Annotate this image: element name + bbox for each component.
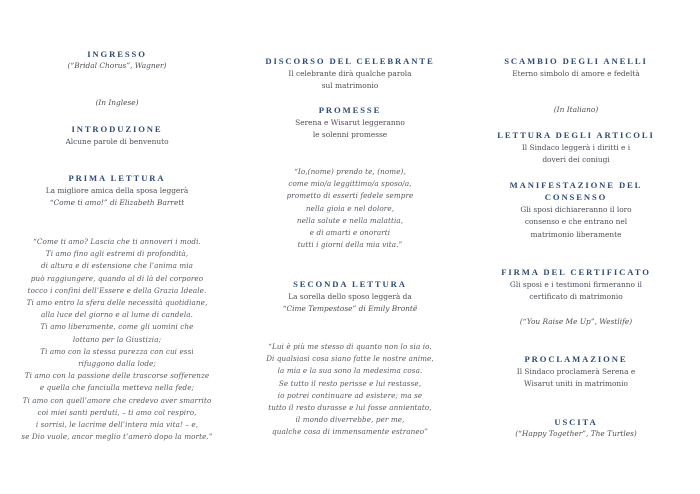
speech-line: sul matrimonio: [321, 81, 379, 91]
poem-line: tocco i confini dell’Essere e della Grazia Ideale.: [27, 285, 207, 295]
articles-line: doveri dei coniugi: [542, 155, 610, 165]
poem-line: Ti amo con quell’amore che credevo aver smarrito: [22, 395, 212, 405]
consent-line: Gli sposi dichiareranno il loro: [520, 205, 632, 214]
speech-line: Il celebrante dirà qualche parola: [288, 69, 412, 78]
vow-line: come mio/a leggittimo/a sposo/a,: [288, 179, 412, 189]
rings-section: [470, 55, 682, 80]
poem-line: coi miei santi perduti, – ti amo col respiro,: [37, 407, 197, 417]
poem-line: rifuggono dalla lode;: [78, 359, 156, 369]
intro-text: Alcune parole di benvenuto: [65, 137, 169, 146]
speech-title: DISCORSO DEL CELEBRANTE: [265, 56, 435, 66]
proclamation-line: Wisarut uniti in matrimonio: [524, 379, 628, 389]
certificate-section: [470, 266, 682, 304]
first-reading-poem: [17, 236, 217, 443]
proclamation-line: Il Sindaco proclamerà Serena e: [516, 367, 636, 376]
poem-line: Ti amo entro la sfera delle necessità quotidiane,: [26, 298, 208, 308]
ingresso-section: [17, 48, 217, 72]
exit-music: (“Happy Together”, The Turtles): [515, 429, 637, 438]
vows-text: [250, 166, 450, 251]
poem-line: Ti amo con la passione delle trascorse sofferenze: [24, 371, 210, 381]
second-reading-section: [250, 278, 450, 316]
poem-line: se Dio vuole, ancor meglio t’amerò dopo la morte.”: [21, 432, 213, 442]
poem-line: e quella che fanciulla metteva nella fede;: [39, 383, 195, 393]
consent-title: CONSENSO: [544, 192, 608, 202]
intro-title: INTRODUZIONE: [71, 124, 163, 134]
articles-line: Il Sindaco leggerà i diritti e i: [521, 143, 631, 152]
quote-line: il mondo diverrebbe, per me,: [295, 415, 405, 425]
poem-line: alla luce del giorno e al lume di candela.: [40, 310, 194, 320]
quote-line: la mia e la sua sono la medesima cosa.: [277, 366, 423, 376]
second-reading-title: SECONDA LETTURA: [293, 279, 407, 289]
poem-line: “Come ti amo? Lascia che ti annoveri i modi.: [33, 237, 201, 246]
quote-line: Se tutto il resto perisse e lui restasse,: [278, 378, 422, 388]
certificate-line: certificato di matrimonio: [529, 292, 623, 302]
consent-title: MANIFESTAZIONE DEL: [509, 180, 643, 190]
promises-title: PROMESSE: [318, 105, 382, 115]
poem-line: Ti amo liberamente, come gli uomini che: [40, 322, 194, 332]
poem-line: i sorrisi, le lacrime dell’intera mia vita! – e,: [35, 420, 199, 430]
rings-text: Eterno simbolo di amore e fedeltà: [512, 69, 640, 78]
quote-line: Di qualsiasi cosa siano fatte le nostre anime,: [266, 354, 434, 364]
intro-section: [17, 123, 217, 148]
first-reading-work: “Come ti amo!” di Elizabeth Barrett: [49, 198, 185, 208]
consent-line: matrimonio liberamente: [530, 229, 622, 239]
vow-line: “Io,(nome) prendo te, (nome),: [294, 167, 406, 176]
poem-line: lottano per la Giustizia;: [72, 334, 162, 344]
second-reading-reader: La sorella dello sposo leggerà da: [288, 292, 412, 301]
ingresso-music: (“Bridal Chorus”, Wagner): [67, 61, 167, 70]
vow-line: tutti i giorni della mia vita.”: [297, 240, 403, 250]
exit-title: USCITA: [554, 417, 598, 427]
certificate-title: FIRMA DEL CERTIFICATO: [501, 267, 651, 277]
articles-title: LETTURA DEGLI ARTICOLI: [497, 130, 655, 140]
poem-line: di altura e di estensione che l’anima mia: [40, 261, 194, 271]
certificate-music: (“You Raise Me Up”, Westlife): [519, 317, 633, 326]
vow-line: prometto di esserti fedele sempre: [286, 191, 414, 201]
quote-line: tutto il resto durasse e lui fosse annientato,: [268, 403, 432, 413]
articles-section: [470, 129, 682, 167]
second-reading-quote: [250, 341, 450, 439]
second-reading-work: “Cime Tempestose” di Emily Brontë: [282, 304, 418, 314]
quote-line: qualche cosa di immensamente estraneo”: [272, 427, 428, 437]
poem-line: può raggiungere, quando al di là del corporeo: [30, 273, 204, 283]
proclamation-section: [470, 353, 682, 391]
consent-section: [470, 179, 682, 241]
first-reading-section: [17, 172, 217, 210]
promises-line: Serena e Wisarut leggeranno: [295, 118, 405, 127]
poem-line: Ti amo fino agli estremi di profondità,: [45, 249, 189, 259]
quote-line: io potrei continuare ad esistere; ma se: [277, 390, 423, 400]
first-reading-title: PRIMA LETTURA: [68, 173, 166, 183]
quote-line: “Lui è più me stesso di quanto non lo sia io.: [268, 342, 432, 351]
promises-section: [250, 104, 450, 142]
rings-title: SCAMBIO DEGLI ANELLI: [504, 56, 648, 66]
language-note-english: (In Inglese): [95, 98, 139, 107]
speech-section: [250, 55, 450, 93]
ingresso-title: INGRESSO: [87, 49, 147, 59]
vow-line: e di amarti e onorarti: [309, 228, 391, 238]
vow-line: nella gioia e nel dolore,: [305, 203, 395, 213]
poem-line: Ti amo con la stessa purezza con cui essi: [40, 346, 194, 356]
certificate-line: Gli sposi e i testimoni firmeranno il: [509, 280, 643, 289]
exit-section: [470, 416, 682, 440]
proclamation-title: PROCLAMAZIONE: [524, 354, 628, 364]
first-reading-reader: La migliore amica della sposa leggerà: [45, 186, 189, 195]
language-note-italian: (In Italiano): [553, 105, 599, 114]
promises-line: le solenni promesse: [312, 130, 388, 140]
consent-line: consenso e che entrano nel: [524, 217, 628, 227]
vow-line: nella salute e nella malattia,: [296, 215, 404, 225]
